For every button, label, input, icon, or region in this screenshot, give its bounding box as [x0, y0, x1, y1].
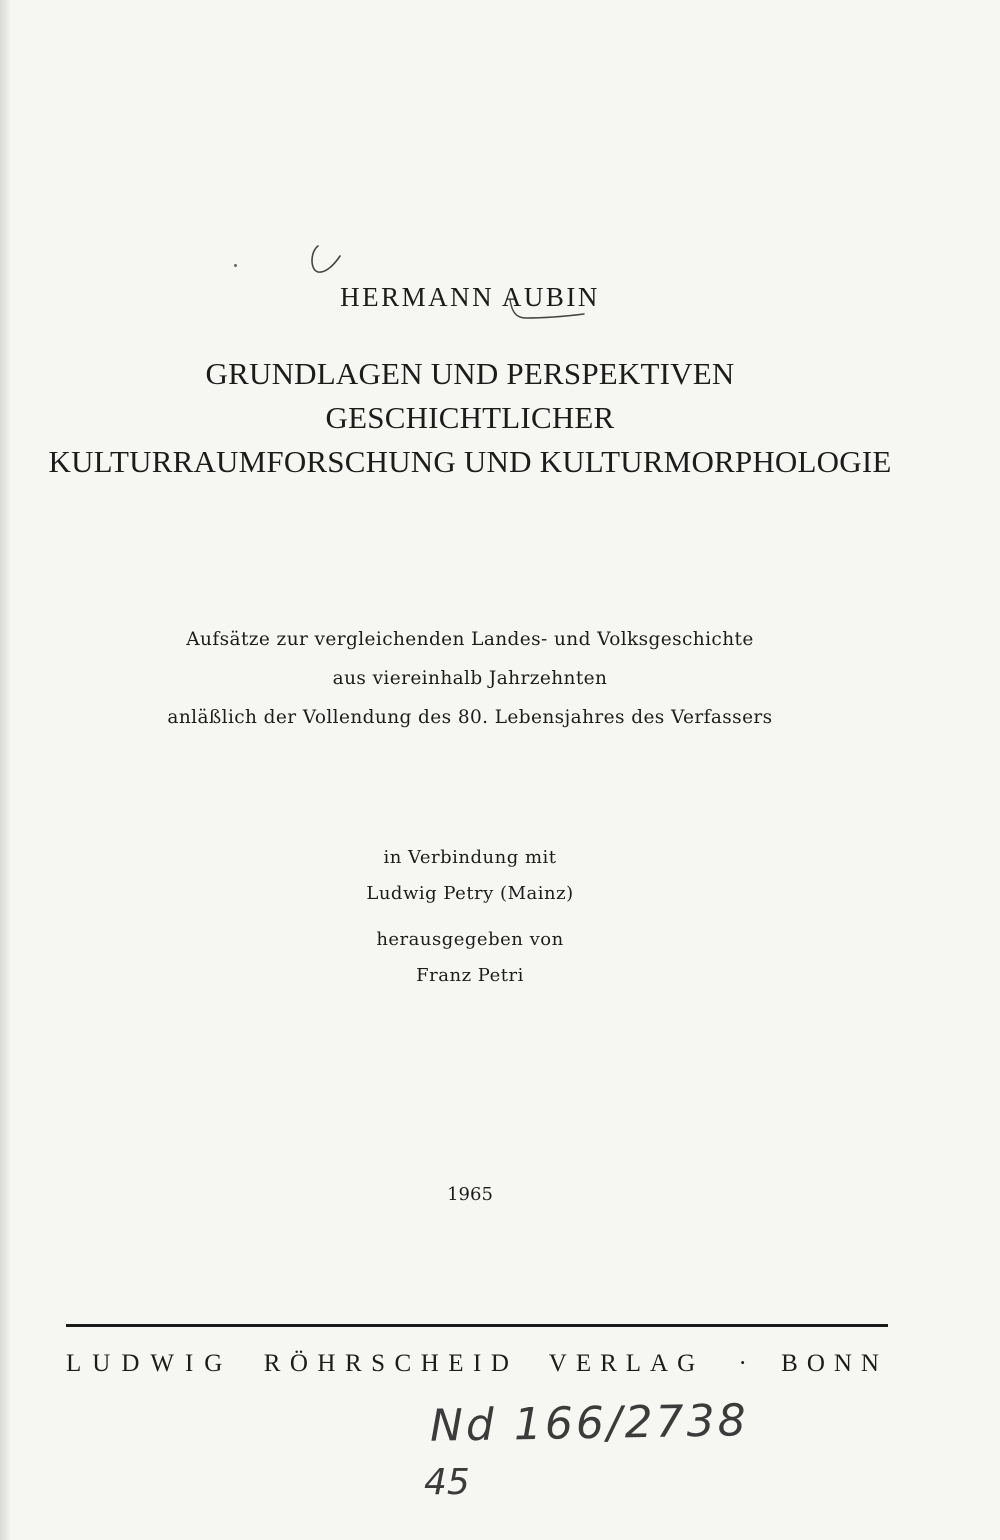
spacer: [0, 912, 940, 922]
divider-rule: [66, 1324, 888, 1327]
title-line: GRUNDLAGEN UND PERSPEKTIVEN: [205, 356, 735, 391]
title-line: GESCHICHTLICHER: [325, 400, 615, 435]
title-line: KULTURRAUMFORSCHUNG UND KULTURMORPHOLOGIE: [48, 444, 892, 479]
publisher-word: LUDWIG: [66, 1350, 234, 1377]
subtitle-line: Aufsätze zur vergleichenden Landes- und Volksgeschichte: [186, 629, 754, 650]
handwritten-shelfmark: Nd 166/2738: [429, 1395, 750, 1452]
subtitle-line: aus viereinhalb Jahrzehnten: [332, 668, 608, 689]
publication-year: 1965: [447, 1184, 493, 1205]
author-name: HERMANN AUBIN: [340, 282, 600, 312]
handwritten-number: 45: [424, 1462, 470, 1503]
subtitle-line: anläßlich der Vollendung des 80. Lebensjahres des Verfassers: [167, 707, 773, 728]
editor-credit-line: Ludwig Petry (Mainz): [366, 883, 574, 904]
page-gutter-shadow: [0, 0, 10, 1540]
paper-speck: [234, 264, 237, 267]
pencil-mark-icon: [304, 240, 344, 280]
publisher-separator: ·: [738, 1350, 747, 1377]
publisher-word: BONN: [781, 1350, 888, 1377]
editor-credit-line: Franz Petri: [416, 965, 524, 986]
editor-credits: [0, 840, 940, 994]
editor-credit-line: in Verbindung mit: [383, 847, 557, 868]
book-title: [0, 352, 940, 484]
publisher-imprint: [66, 1350, 888, 1378]
publisher-word: VERLAG: [548, 1350, 705, 1377]
editor-credit-line: herausgegeben von: [376, 929, 564, 950]
book-subtitle: [0, 620, 940, 737]
pencil-underline-icon: [508, 298, 588, 322]
publisher-word: RÖHRSCHEID: [263, 1350, 519, 1377]
